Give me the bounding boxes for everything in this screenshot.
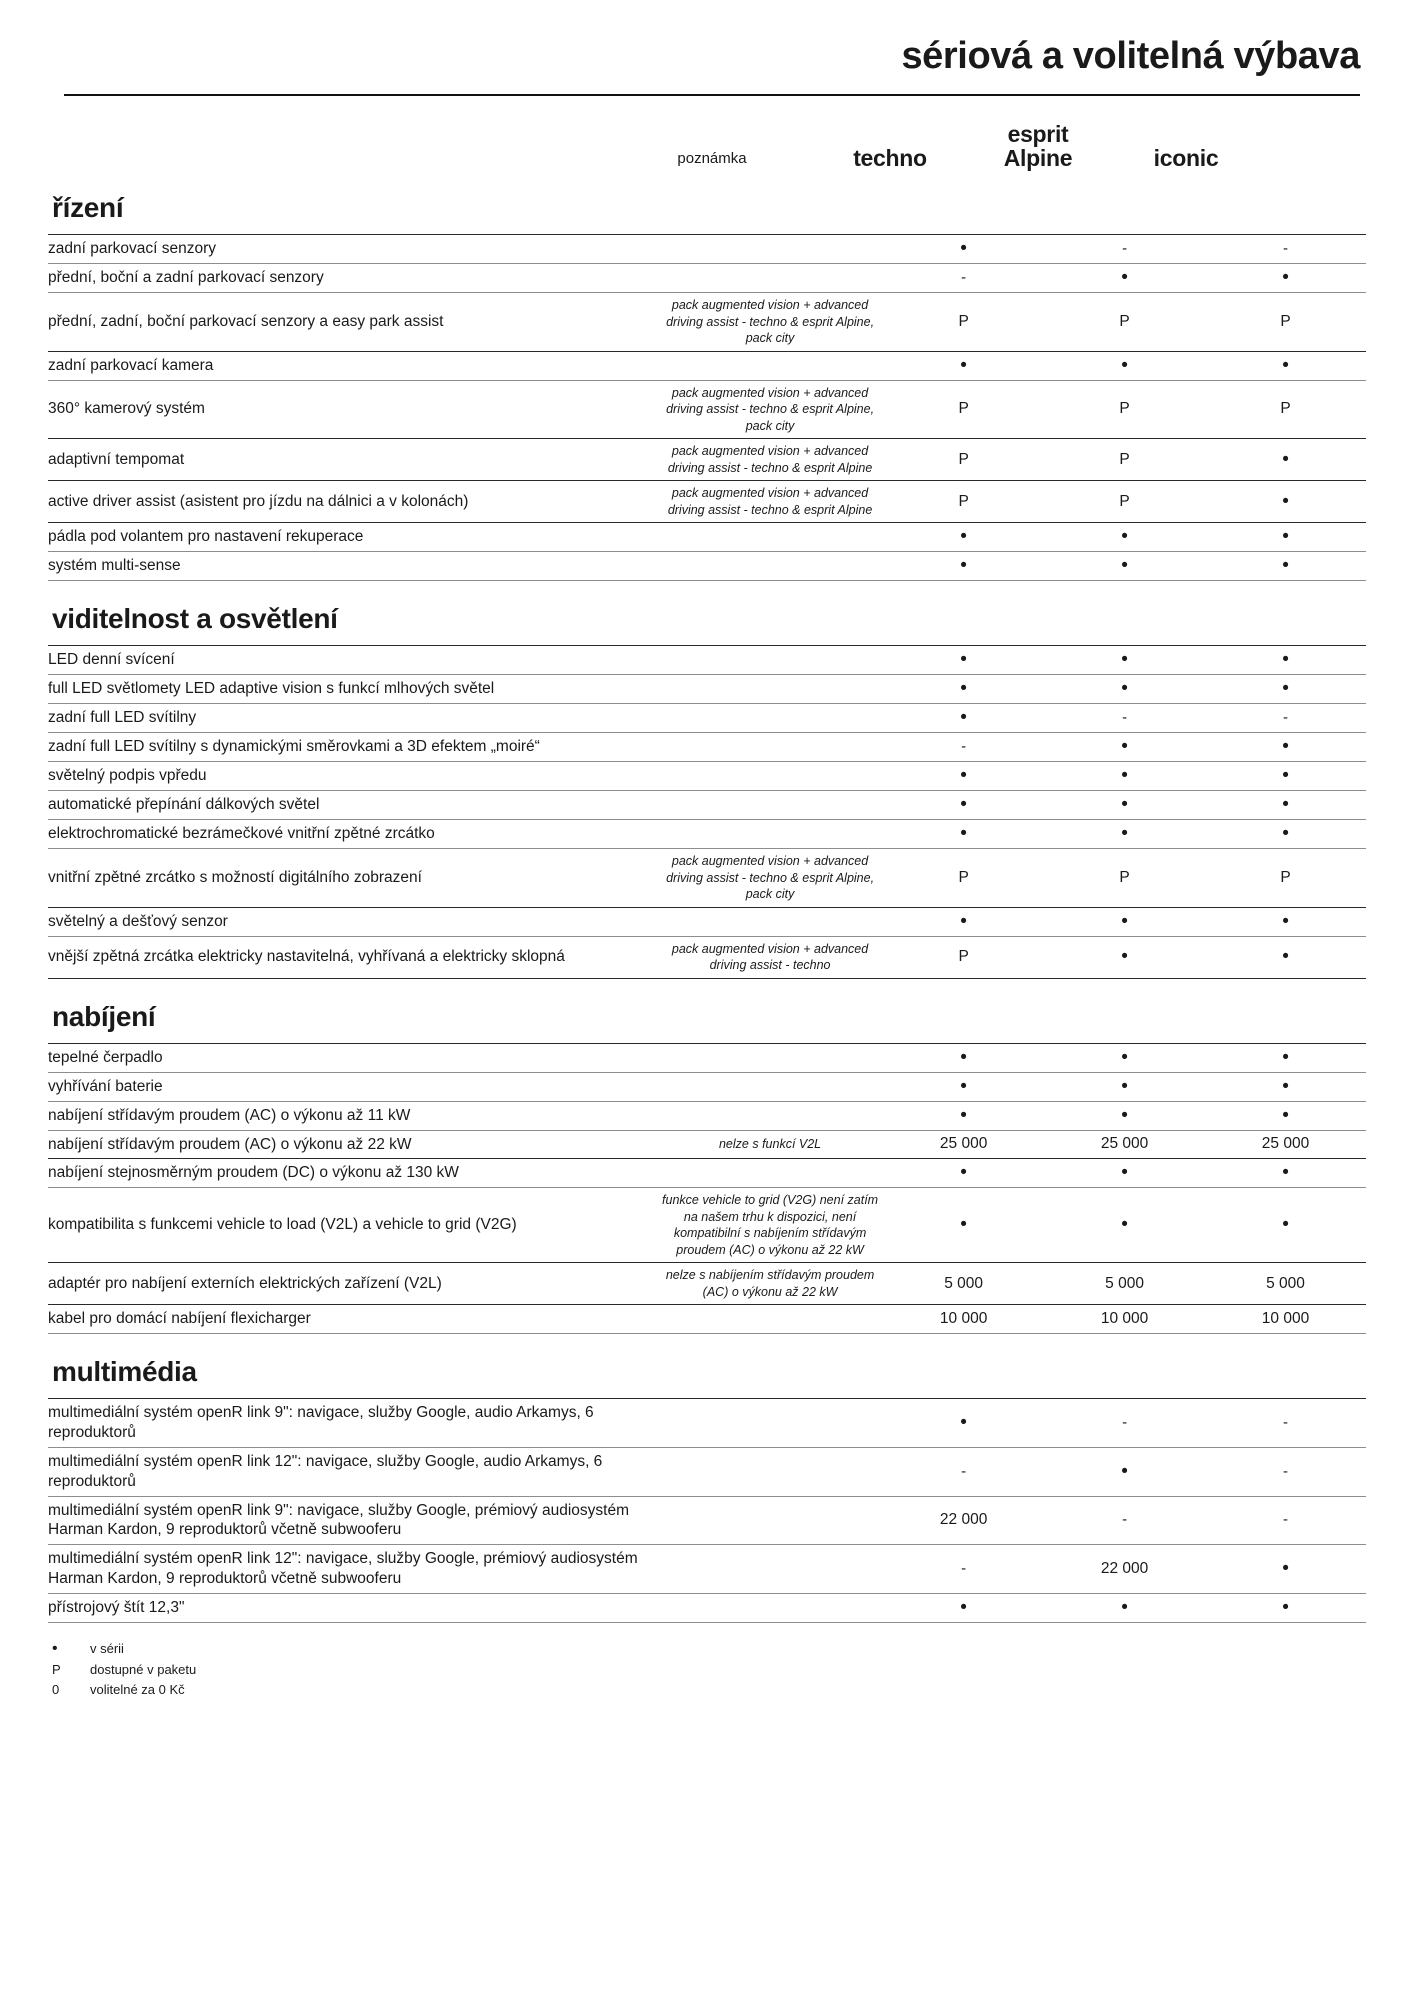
value-iconic: • (1282, 794, 1289, 816)
value-techno: - (961, 738, 967, 756)
legend-key: P (52, 1661, 61, 1677)
value-esprit-alpine: • (1121, 267, 1128, 289)
document-header (48, 36, 1366, 96)
feature-label: zadní full LED svítilny (48, 709, 197, 727)
value-techno: • (960, 823, 967, 845)
value-esprit-alpine: • (1121, 555, 1128, 577)
table-row (48, 791, 1366, 820)
value-iconic: P (1280, 400, 1291, 418)
value-esprit-alpine: • (1121, 1046, 1128, 1068)
legend-key: 0 (52, 1681, 60, 1697)
table-row (48, 733, 1366, 762)
feature-note (657, 762, 883, 791)
value-techno: • (960, 1214, 967, 1236)
section (48, 603, 1366, 979)
section-title: řízení (52, 192, 124, 224)
feature-label: automatické přepínání dálkových světel (48, 796, 320, 814)
table-row (48, 1188, 1366, 1263)
section (48, 1356, 1366, 1623)
feature-note (657, 1159, 883, 1188)
value-techno: 10 000 (939, 1310, 988, 1328)
section-title: nabíjení (52, 1000, 156, 1032)
value-iconic: • (1282, 526, 1289, 548)
value-esprit-alpine: • (1121, 526, 1128, 548)
value-iconic: • (1282, 1596, 1289, 1618)
table-row (48, 1545, 1366, 1594)
feature-note (657, 552, 883, 581)
feature-note: pack augmented vision + advanced driving assist - techno & esprit Alpine (667, 444, 873, 475)
value-iconic: • (1282, 354, 1289, 376)
table-row (48, 380, 1366, 439)
value-iconic: • (1282, 267, 1289, 289)
section-title: multimédia (52, 1356, 197, 1388)
feature-note: pack augmented vision + advanced driving assist - techno & esprit Alpine, pack city (666, 385, 875, 433)
value-iconic: • (1282, 1046, 1289, 1068)
value-esprit-alpine: • (1121, 794, 1128, 816)
feature-note: pack augmented vision + advanced driving assist - techno (671, 941, 869, 973)
feature-label: přístrojový štít 12,3" (48, 1598, 185, 1616)
value-techno: • (960, 1075, 967, 1097)
value-esprit-alpine: 10 000 (1100, 1310, 1149, 1328)
feature-note (657, 1545, 883, 1594)
legend-item (52, 1660, 1366, 1680)
value-iconic: - (1283, 1511, 1289, 1529)
value-techno: 22 000 (939, 1511, 988, 1529)
value-iconic: • (1282, 765, 1289, 787)
value-esprit-alpine: • (1121, 678, 1128, 700)
value-techno: • (960, 678, 967, 700)
table-row (48, 1043, 1366, 1072)
feature-label: vyhřívání baterie (48, 1077, 163, 1095)
value-iconic: - (1283, 1462, 1289, 1480)
feature-label: multimediální systém openR link 12": navigace, služby Google, audio Arkamys, 6 reproduktorů (48, 1452, 603, 1490)
value-esprit-alpine: - (1122, 709, 1128, 727)
table-row (48, 351, 1366, 380)
page-title: sériová a volitelná výbava (901, 35, 1360, 77)
section-title: viditelnost a osvětlení (52, 603, 338, 635)
table-row (48, 481, 1366, 523)
spec-table (48, 1398, 1366, 1623)
value-esprit-alpine: P (1119, 492, 1130, 510)
table-row (48, 1593, 1366, 1622)
feature-label: zadní full LED svítilny s dynamickými směrovkami a 3D efektem „moiré“ (48, 738, 540, 756)
value-techno: - (961, 269, 967, 287)
legend-item (52, 1639, 1366, 1660)
feature-label: přední, boční a zadní parkovací senzory (48, 269, 324, 287)
feature-label: systém multi-sense (48, 557, 181, 575)
feature-label: active driver assist (asistent pro jízdu na dálnici a v kolonách) (48, 492, 469, 510)
value-esprit-alpine: • (1121, 946, 1128, 968)
value-esprit-alpine: • (1121, 1104, 1128, 1126)
value-techno: • (960, 649, 967, 671)
value-iconic: • (1282, 678, 1289, 700)
feature-label: nabíjení stejnosměrným proudem (DC) o výkonu až 130 kW (48, 1164, 459, 1182)
value-techno: • (960, 1162, 967, 1184)
legend-item (52, 1680, 1366, 1700)
table-row (48, 704, 1366, 733)
value-techno: - (961, 1560, 967, 1578)
section (48, 1001, 1366, 1335)
value-iconic: • (1282, 946, 1289, 968)
table-row (48, 646, 1366, 675)
feature-label: tepelné čerpadlo (48, 1048, 163, 1066)
value-iconic: • (1282, 1214, 1289, 1236)
value-techno: P (958, 492, 969, 510)
table-row (48, 264, 1366, 293)
feature-label: zadní parkovací senzory (48, 240, 217, 258)
feature-note (657, 675, 883, 704)
column-header-row (48, 96, 1366, 178)
table-row (48, 1159, 1366, 1188)
value-esprit-alpine: - (1122, 1511, 1128, 1529)
value-iconic: • (1282, 490, 1289, 512)
feature-label: 360° kamerový systém (48, 400, 205, 418)
table-row (48, 1072, 1366, 1101)
value-esprit-alpine: • (1121, 910, 1128, 932)
sections-container (48, 192, 1366, 1623)
value-techno: • (960, 707, 967, 729)
feature-note (657, 1305, 883, 1334)
feature-note (657, 235, 883, 264)
value-esprit-alpine: • (1121, 823, 1128, 845)
value-esprit-alpine: • (1121, 736, 1128, 758)
table-row (48, 235, 1366, 264)
feature-label: full LED světlomety LED adaptive vision s funkcí mlhových světel (48, 680, 495, 698)
value-esprit-alpine: 5 000 (1105, 1274, 1144, 1292)
feature-note (657, 733, 883, 762)
table-row (48, 1130, 1366, 1159)
table-row (48, 1263, 1366, 1305)
value-techno: • (960, 1596, 967, 1618)
value-iconic: • (1282, 1162, 1289, 1184)
feature-note (657, 1072, 883, 1101)
feature-note: pack augmented vision + advanced driving assist - techno & esprit Alpine, pack city (666, 298, 875, 346)
feature-note (657, 1043, 883, 1072)
value-esprit-alpine: P (1119, 450, 1130, 468)
column-header-esprit-alpine (964, 122, 1112, 170)
table-row (48, 1305, 1366, 1334)
feature-label: nabíjení střídavým proudem (AC) o výkonu až 11 kW (48, 1106, 411, 1124)
value-esprit-alpine: • (1121, 1460, 1128, 1482)
value-esprit-alpine: • (1121, 1162, 1128, 1184)
feature-note (657, 1399, 883, 1448)
value-techno: • (960, 1104, 967, 1126)
value-iconic: - (1283, 240, 1289, 258)
value-techno: - (961, 1462, 967, 1480)
table-row (48, 1496, 1366, 1545)
feature-note (657, 907, 883, 936)
feature-label: vnější zpětná zrcátka elektricky nastavitelná, vyhřívaná a elektricky sklopná (48, 948, 565, 966)
value-techno: • (960, 765, 967, 787)
feature-label: multimediální systém openR link 9": navigace, služby Google, prémiový audiosystém Harman Kardon, 9 reproduktorů včetně subwooferu (48, 1501, 629, 1539)
feature-label: adaptivní tempomat (48, 450, 185, 468)
feature-label: kabel pro domácí nabíjení flexicharger (48, 1310, 311, 1328)
value-techno: P (958, 948, 969, 966)
table-row (48, 907, 1366, 936)
value-iconic: - (1283, 709, 1289, 727)
legend-key: • (52, 1639, 58, 1657)
value-techno: 5 000 (944, 1274, 984, 1292)
value-iconic: • (1282, 910, 1289, 932)
value-techno: • (960, 1046, 967, 1068)
table-row (48, 523, 1366, 552)
esprit-line1: esprit (1007, 120, 1069, 147)
table-row (48, 1447, 1366, 1496)
value-esprit-alpine: • (1121, 1075, 1128, 1097)
feature-label: zadní parkovací kamera (48, 356, 214, 374)
esprit-line2: Alpine (1003, 144, 1073, 171)
value-techno: 25 000 (939, 1135, 988, 1153)
value-esprit-alpine: P (1119, 400, 1130, 418)
value-esprit-alpine: P (1119, 868, 1130, 886)
value-iconic: • (1282, 823, 1289, 845)
value-iconic: 10 000 (1261, 1310, 1310, 1328)
feature-note (657, 1496, 883, 1545)
value-techno: • (960, 1412, 967, 1434)
feature-note: nelze s nabíjením střídavým proudem (AC) o výkonu až 22 kW (665, 1268, 875, 1299)
feature-note (657, 264, 883, 293)
value-esprit-alpine: - (1122, 240, 1128, 258)
legend-text: dostupné v paketu (90, 1661, 197, 1677)
feature-note (657, 646, 883, 675)
table-row (48, 849, 1366, 908)
feature-label: LED denní svícení (48, 651, 175, 669)
table-row (48, 675, 1366, 704)
value-techno: P (958, 312, 969, 330)
value-iconic: • (1282, 1075, 1289, 1097)
feature-note: nelze s funkcí V2L (718, 1137, 822, 1152)
feature-label: přední, zadní, boční parkovací senzory a easy park assist (48, 312, 444, 330)
value-iconic: • (1282, 649, 1289, 671)
feature-label: světelný podpis vpředu (48, 767, 207, 785)
table-row (48, 820, 1366, 849)
value-iconic: • (1282, 448, 1289, 470)
column-header-iconic: iconic (1153, 144, 1219, 171)
feature-label: multimediální systém openR link 12": navigace, služby Google, prémiový audiosystém Harman Kardon, 9 reproduktorů včetně subwooferu (48, 1550, 638, 1588)
value-iconic: • (1282, 1558, 1289, 1580)
value-techno: • (960, 354, 967, 376)
value-esprit-alpine: 25 000 (1100, 1135, 1149, 1153)
value-iconic: P (1280, 312, 1291, 330)
feature-label: nabíjení střídavým proudem (AC) o výkonu až 22 kW (48, 1135, 412, 1153)
value-techno: • (960, 794, 967, 816)
spec-table (48, 645, 1366, 979)
value-esprit-alpine: • (1121, 1596, 1128, 1618)
feature-note: pack augmented vision + advanced driving assist - techno & esprit Alpine (667, 486, 873, 517)
feature-note: funkce vehicle to grid (V2G) není zatím na našem trhu k dispozici, není kompatibilní s nabíjením střídavým proudem (AC) o výkonu až 22 kW (662, 1193, 879, 1257)
value-esprit-alpine: • (1121, 1214, 1128, 1236)
value-techno: • (960, 238, 967, 260)
table-row (48, 1101, 1366, 1130)
table-row (48, 552, 1366, 581)
feature-note (657, 791, 883, 820)
feature-label: vnitřní zpětné zrcátko s možností digitálního zobrazení (48, 868, 422, 886)
value-esprit-alpine: • (1121, 649, 1128, 671)
feature-label: kompatibilita s funkcemi vehicle to load (V2L) a vehicle to grid (V2G) (48, 1216, 517, 1234)
feature-note (657, 1593, 883, 1622)
feature-label: světelný a dešťový senzor (48, 912, 228, 930)
value-esprit-alpine: 22 000 (1100, 1560, 1149, 1578)
legend-text: volitelné za 0 Kč (90, 1681, 185, 1697)
legend (52, 1639, 1366, 1700)
feature-note (657, 1101, 883, 1130)
feature-label: multimediální systém openR link 9": navigace, služby Google, audio Arkamys, 6 reproduktorů (48, 1404, 594, 1442)
feature-label: adaptér pro nabíjení externích elektrických zařízení (V2L) (48, 1274, 442, 1292)
spec-table (48, 1043, 1366, 1335)
value-techno: P (958, 450, 969, 468)
feature-label: pádla pod volantem pro nastavení rekuperace (48, 528, 364, 546)
feature-note: pack augmented vision + advanced driving assist - techno & esprit Alpine, pack city (666, 854, 875, 902)
feature-note (657, 1447, 883, 1496)
feature-note (657, 704, 883, 733)
table-row (48, 439, 1366, 481)
value-iconic: - (1283, 1414, 1289, 1432)
value-techno: P (958, 400, 969, 418)
table-row (48, 762, 1366, 791)
feature-label: elektrochromatické bezrámečkové vnitřní zpětné zrcátko (48, 825, 435, 843)
table-row (48, 936, 1366, 978)
value-techno: P (958, 868, 969, 886)
column-header-note: poznámka (677, 150, 747, 168)
value-esprit-alpine: P (1119, 312, 1130, 330)
feature-note (657, 351, 883, 380)
value-iconic: • (1282, 555, 1289, 577)
value-iconic: • (1282, 1104, 1289, 1126)
value-esprit-alpine: • (1121, 765, 1128, 787)
section (48, 192, 1366, 581)
value-esprit-alpine: • (1121, 354, 1128, 376)
value-techno: • (960, 526, 967, 548)
feature-note (657, 523, 883, 552)
value-iconic: • (1282, 736, 1289, 758)
value-esprit-alpine: - (1122, 1414, 1128, 1432)
legend-text: v sérii (90, 1640, 124, 1656)
table-row (48, 1399, 1366, 1448)
feature-note (657, 820, 883, 849)
table-row (48, 293, 1366, 352)
spec-table (48, 234, 1366, 581)
value-iconic: P (1280, 868, 1291, 886)
value-iconic: 25 000 (1261, 1135, 1310, 1153)
value-techno: • (960, 555, 967, 577)
column-header-techno: techno (853, 144, 927, 171)
value-iconic: 5 000 (1266, 1274, 1305, 1292)
value-techno: • (960, 910, 967, 932)
